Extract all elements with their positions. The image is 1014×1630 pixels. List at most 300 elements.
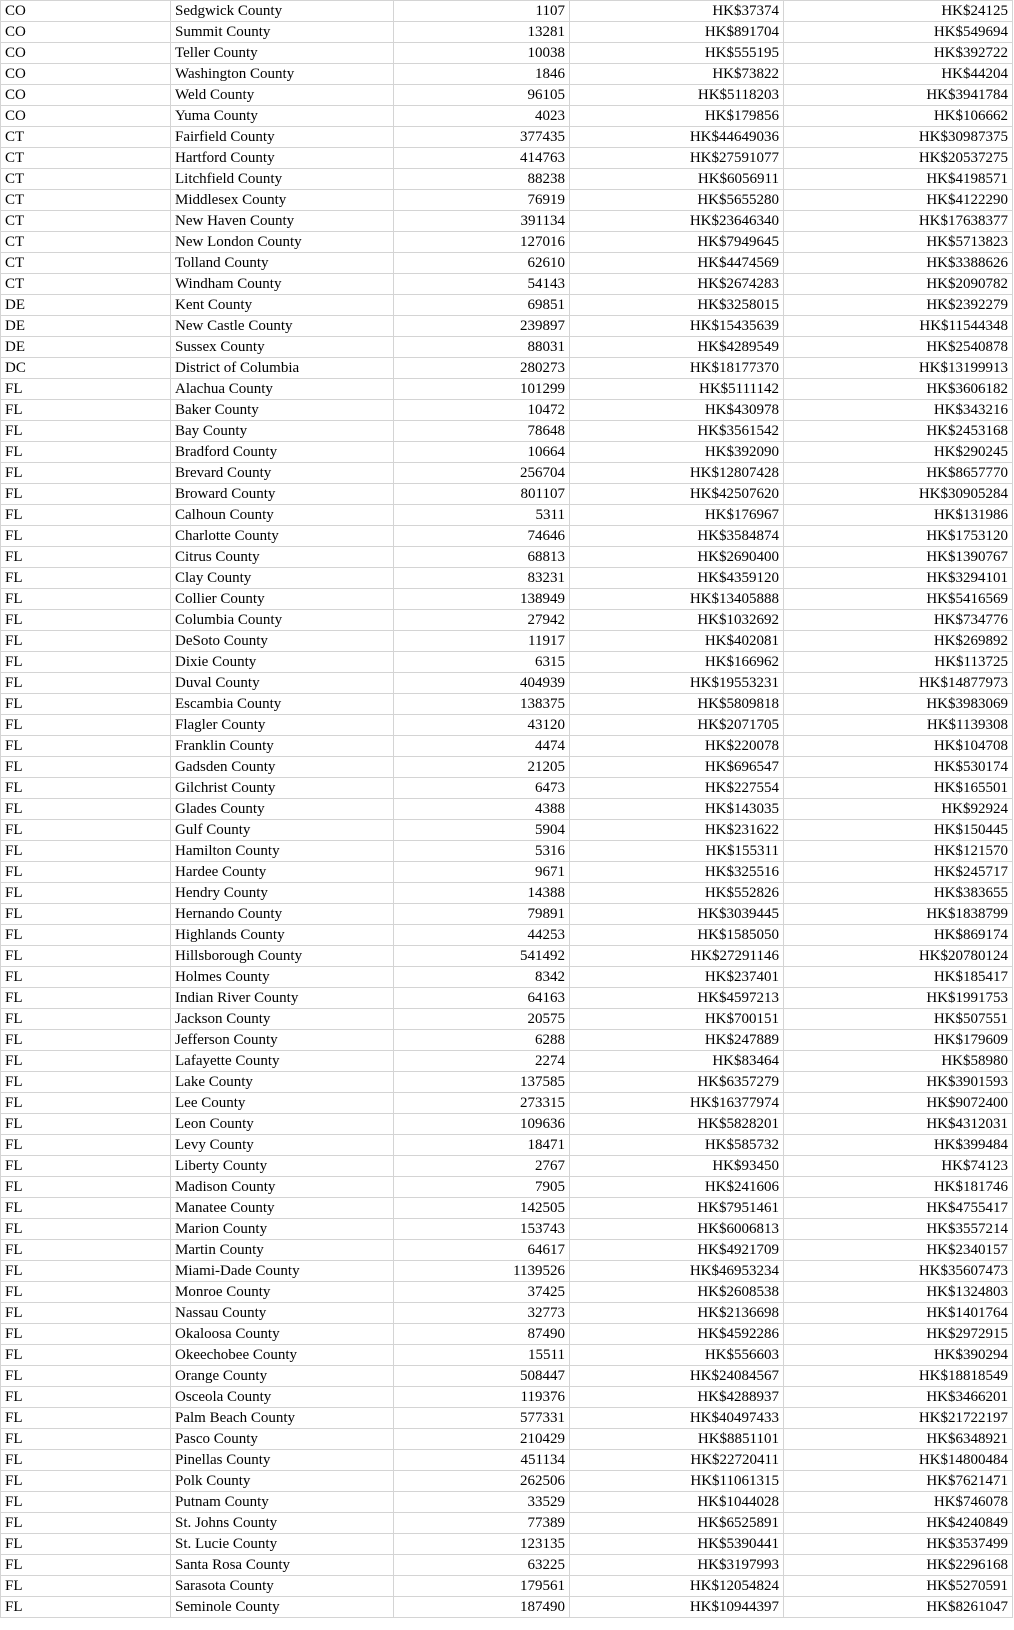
amount-a-cell[interactable]: HK$430978: [570, 400, 784, 421]
state-cell[interactable]: FL: [1, 799, 171, 820]
state-cell[interactable]: DE: [1, 295, 171, 316]
county-cell[interactable]: Santa Rosa County: [171, 1555, 394, 1576]
amount-a-cell[interactable]: HK$5809818: [570, 694, 784, 715]
state-cell[interactable]: FL: [1, 1492, 171, 1513]
county-cell[interactable]: Madison County: [171, 1177, 394, 1198]
state-cell[interactable]: FL: [1, 1597, 171, 1618]
state-cell[interactable]: CT: [1, 148, 171, 169]
population-cell[interactable]: 414763: [394, 148, 570, 169]
population-cell[interactable]: 77389: [394, 1513, 570, 1534]
state-cell[interactable]: FL: [1, 1366, 171, 1387]
county-cell[interactable]: St. Lucie County: [171, 1534, 394, 1555]
county-cell[interactable]: Holmes County: [171, 967, 394, 988]
amount-a-cell[interactable]: HK$237401: [570, 967, 784, 988]
state-cell[interactable]: FL: [1, 379, 171, 400]
amount-a-cell[interactable]: HK$696547: [570, 757, 784, 778]
county-cell[interactable]: Pasco County: [171, 1429, 394, 1450]
county-cell[interactable]: Indian River County: [171, 988, 394, 1009]
amount-a-cell[interactable]: HK$2071705: [570, 715, 784, 736]
amount-b-cell[interactable]: HK$18818549: [784, 1366, 1013, 1387]
state-cell[interactable]: FL: [1, 1471, 171, 1492]
amount-b-cell[interactable]: HK$2340157: [784, 1240, 1013, 1261]
county-cell[interactable]: Orange County: [171, 1366, 394, 1387]
county-cell[interactable]: Miami-Dade County: [171, 1261, 394, 1282]
amount-a-cell[interactable]: HK$15435639: [570, 316, 784, 337]
population-cell[interactable]: 577331: [394, 1408, 570, 1429]
county-cell[interactable]: Dixie County: [171, 652, 394, 673]
county-cell[interactable]: Broward County: [171, 484, 394, 505]
amount-a-cell[interactable]: HK$1585050: [570, 925, 784, 946]
county-cell[interactable]: Highlands County: [171, 925, 394, 946]
population-cell[interactable]: 451134: [394, 1450, 570, 1471]
state-cell[interactable]: FL: [1, 568, 171, 589]
amount-b-cell[interactable]: HK$269892: [784, 631, 1013, 652]
population-cell[interactable]: 83231: [394, 568, 570, 589]
amount-b-cell[interactable]: HK$2392279: [784, 295, 1013, 316]
county-cell[interactable]: Monroe County: [171, 1282, 394, 1303]
amount-a-cell[interactable]: HK$2674283: [570, 274, 784, 295]
amount-a-cell[interactable]: HK$155311: [570, 841, 784, 862]
amount-a-cell[interactable]: HK$241606: [570, 1177, 784, 1198]
population-cell[interactable]: 37425: [394, 1282, 570, 1303]
county-cell[interactable]: Jefferson County: [171, 1030, 394, 1051]
state-cell[interactable]: FL: [1, 736, 171, 757]
population-cell[interactable]: 20575: [394, 1009, 570, 1030]
county-cell[interactable]: Bay County: [171, 421, 394, 442]
population-cell[interactable]: 14388: [394, 883, 570, 904]
amount-b-cell[interactable]: HK$3941784: [784, 85, 1013, 106]
state-cell[interactable]: FL: [1, 484, 171, 505]
state-cell[interactable]: CT: [1, 274, 171, 295]
amount-b-cell[interactable]: HK$181746: [784, 1177, 1013, 1198]
population-cell[interactable]: 74646: [394, 526, 570, 547]
amount-a-cell[interactable]: HK$227554: [570, 778, 784, 799]
population-cell[interactable]: 262506: [394, 1471, 570, 1492]
population-cell[interactable]: 5311: [394, 505, 570, 526]
amount-b-cell[interactable]: HK$3983069: [784, 694, 1013, 715]
amount-a-cell[interactable]: HK$16377974: [570, 1093, 784, 1114]
state-cell[interactable]: FL: [1, 505, 171, 526]
county-cell[interactable]: Lee County: [171, 1093, 394, 1114]
population-cell[interactable]: 27942: [394, 610, 570, 631]
amount-b-cell[interactable]: HK$1991753: [784, 988, 1013, 1009]
amount-a-cell[interactable]: HK$3039445: [570, 904, 784, 925]
amount-b-cell[interactable]: HK$2972915: [784, 1324, 1013, 1345]
amount-a-cell[interactable]: HK$700151: [570, 1009, 784, 1030]
population-cell[interactable]: 4474: [394, 736, 570, 757]
population-cell[interactable]: 54143: [394, 274, 570, 295]
county-cell[interactable]: Leon County: [171, 1114, 394, 1135]
amount-b-cell[interactable]: HK$104708: [784, 736, 1013, 757]
amount-a-cell[interactable]: HK$4597213: [570, 988, 784, 1009]
amount-b-cell[interactable]: HK$5713823: [784, 232, 1013, 253]
amount-b-cell[interactable]: HK$2296168: [784, 1555, 1013, 1576]
amount-a-cell[interactable]: HK$176967: [570, 505, 784, 526]
county-cell[interactable]: District of Columbia: [171, 358, 394, 379]
amount-b-cell[interactable]: HK$11544348: [784, 316, 1013, 337]
amount-a-cell[interactable]: HK$5118203: [570, 85, 784, 106]
population-cell[interactable]: 138949: [394, 589, 570, 610]
amount-b-cell[interactable]: HK$4312031: [784, 1114, 1013, 1135]
population-cell[interactable]: 18471: [394, 1135, 570, 1156]
county-cell[interactable]: Marion County: [171, 1219, 394, 1240]
county-cell[interactable]: Okaloosa County: [171, 1324, 394, 1345]
amount-a-cell[interactable]: HK$891704: [570, 22, 784, 43]
population-cell[interactable]: 4388: [394, 799, 570, 820]
amount-a-cell[interactable]: HK$2136698: [570, 1303, 784, 1324]
amount-b-cell[interactable]: HK$1401764: [784, 1303, 1013, 1324]
amount-a-cell[interactable]: HK$12054824: [570, 1576, 784, 1597]
population-cell[interactable]: 5316: [394, 841, 570, 862]
county-cell[interactable]: Lake County: [171, 1072, 394, 1093]
population-cell[interactable]: 78648: [394, 421, 570, 442]
state-cell[interactable]: FL: [1, 1261, 171, 1282]
population-cell[interactable]: 68813: [394, 547, 570, 568]
amount-b-cell[interactable]: HK$74123: [784, 1156, 1013, 1177]
amount-b-cell[interactable]: HK$3557214: [784, 1219, 1013, 1240]
amount-a-cell[interactable]: HK$18177370: [570, 358, 784, 379]
county-cell[interactable]: Flagler County: [171, 715, 394, 736]
county-cell[interactable]: Teller County: [171, 43, 394, 64]
amount-a-cell[interactable]: HK$23646340: [570, 211, 784, 232]
state-cell[interactable]: CO: [1, 106, 171, 127]
population-cell[interactable]: 2274: [394, 1051, 570, 1072]
population-cell[interactable]: 44253: [394, 925, 570, 946]
population-cell[interactable]: 33529: [394, 1492, 570, 1513]
state-cell[interactable]: FL: [1, 421, 171, 442]
amount-a-cell[interactable]: HK$4289549: [570, 337, 784, 358]
amount-b-cell[interactable]: HK$4240849: [784, 1513, 1013, 1534]
amount-a-cell[interactable]: HK$4921709: [570, 1240, 784, 1261]
county-cell[interactable]: Escambia County: [171, 694, 394, 715]
amount-b-cell[interactable]: HK$5270591: [784, 1576, 1013, 1597]
county-cell[interactable]: Brevard County: [171, 463, 394, 484]
population-cell[interactable]: 256704: [394, 463, 570, 484]
population-cell[interactable]: 63225: [394, 1555, 570, 1576]
state-cell[interactable]: CT: [1, 127, 171, 148]
population-cell[interactable]: 109636: [394, 1114, 570, 1135]
amount-a-cell[interactable]: HK$6357279: [570, 1072, 784, 1093]
amount-b-cell[interactable]: HK$14877973: [784, 673, 1013, 694]
amount-a-cell[interactable]: HK$22720411: [570, 1450, 784, 1471]
amount-b-cell[interactable]: HK$92924: [784, 799, 1013, 820]
county-cell[interactable]: Sussex County: [171, 337, 394, 358]
state-cell[interactable]: FL: [1, 1345, 171, 1366]
amount-a-cell[interactable]: HK$585732: [570, 1135, 784, 1156]
amount-b-cell[interactable]: HK$3901593: [784, 1072, 1013, 1093]
amount-b-cell[interactable]: HK$21722197: [784, 1408, 1013, 1429]
county-cell[interactable]: Duval County: [171, 673, 394, 694]
amount-b-cell[interactable]: HK$20780124: [784, 946, 1013, 967]
county-cell[interactable]: Gulf County: [171, 820, 394, 841]
county-cell[interactable]: Charlotte County: [171, 526, 394, 547]
amount-b-cell[interactable]: HK$20537275: [784, 148, 1013, 169]
state-cell[interactable]: CO: [1, 22, 171, 43]
state-cell[interactable]: FL: [1, 1513, 171, 1534]
county-cell[interactable]: Nassau County: [171, 1303, 394, 1324]
county-cell[interactable]: Tolland County: [171, 253, 394, 274]
amount-b-cell[interactable]: HK$734776: [784, 610, 1013, 631]
state-cell[interactable]: FL: [1, 610, 171, 631]
county-cell[interactable]: Gilchrist County: [171, 778, 394, 799]
county-cell[interactable]: Sarasota County: [171, 1576, 394, 1597]
amount-a-cell[interactable]: HK$83464: [570, 1051, 784, 1072]
population-cell[interactable]: 11917: [394, 631, 570, 652]
population-cell[interactable]: 10664: [394, 442, 570, 463]
amount-b-cell[interactable]: HK$165501: [784, 778, 1013, 799]
state-cell[interactable]: FL: [1, 1030, 171, 1051]
population-cell[interactable]: 88238: [394, 169, 570, 190]
population-cell[interactable]: 377435: [394, 127, 570, 148]
amount-b-cell[interactable]: HK$30987375: [784, 127, 1013, 148]
state-cell[interactable]: FL: [1, 442, 171, 463]
population-cell[interactable]: 179561: [394, 1576, 570, 1597]
amount-b-cell[interactable]: HK$30905284: [784, 484, 1013, 505]
amount-a-cell[interactable]: HK$5828201: [570, 1114, 784, 1135]
population-cell[interactable]: 15511: [394, 1345, 570, 1366]
county-cell[interactable]: Glades County: [171, 799, 394, 820]
population-cell[interactable]: 69851: [394, 295, 570, 316]
amount-a-cell[interactable]: HK$5390441: [570, 1534, 784, 1555]
state-cell[interactable]: CT: [1, 253, 171, 274]
state-cell[interactable]: FL: [1, 757, 171, 778]
amount-b-cell[interactable]: HK$3606182: [784, 379, 1013, 400]
county-cell[interactable]: DeSoto County: [171, 631, 394, 652]
amount-a-cell[interactable]: HK$1044028: [570, 1492, 784, 1513]
amount-a-cell[interactable]: HK$40497433: [570, 1408, 784, 1429]
county-cell[interactable]: Palm Beach County: [171, 1408, 394, 1429]
amount-b-cell[interactable]: HK$1324803: [784, 1282, 1013, 1303]
amount-b-cell[interactable]: HK$13199913: [784, 358, 1013, 379]
state-cell[interactable]: FL: [1, 1282, 171, 1303]
state-cell[interactable]: FL: [1, 1156, 171, 1177]
population-cell[interactable]: 6288: [394, 1030, 570, 1051]
amount-b-cell[interactable]: HK$1139308: [784, 715, 1013, 736]
population-cell[interactable]: 239897: [394, 316, 570, 337]
amount-a-cell[interactable]: HK$27591077: [570, 148, 784, 169]
state-cell[interactable]: FL: [1, 841, 171, 862]
county-cell[interactable]: Hillsborough County: [171, 946, 394, 967]
amount-b-cell[interactable]: HK$1390767: [784, 547, 1013, 568]
population-cell[interactable]: 7905: [394, 1177, 570, 1198]
county-cell[interactable]: Summit County: [171, 22, 394, 43]
amount-a-cell[interactable]: HK$11061315: [570, 1471, 784, 1492]
amount-b-cell[interactable]: HK$7621471: [784, 1471, 1013, 1492]
state-cell[interactable]: FL: [1, 400, 171, 421]
amount-a-cell[interactable]: HK$392090: [570, 442, 784, 463]
county-cell[interactable]: Kent County: [171, 295, 394, 316]
amount-b-cell[interactable]: HK$35607473: [784, 1261, 1013, 1282]
state-cell[interactable]: FL: [1, 946, 171, 967]
county-cell[interactable]: Putnam County: [171, 1492, 394, 1513]
amount-a-cell[interactable]: HK$3584874: [570, 526, 784, 547]
state-cell[interactable]: FL: [1, 967, 171, 988]
county-cell[interactable]: Pinellas County: [171, 1450, 394, 1471]
amount-b-cell[interactable]: HK$121570: [784, 841, 1013, 862]
population-cell[interactable]: 64163: [394, 988, 570, 1009]
amount-b-cell[interactable]: HK$1753120: [784, 526, 1013, 547]
amount-b-cell[interactable]: HK$3537499: [784, 1534, 1013, 1555]
population-cell[interactable]: 76919: [394, 190, 570, 211]
county-cell[interactable]: Collier County: [171, 589, 394, 610]
amount-b-cell[interactable]: HK$58980: [784, 1051, 1013, 1072]
amount-a-cell[interactable]: HK$46953234: [570, 1261, 784, 1282]
state-cell[interactable]: FL: [1, 589, 171, 610]
amount-a-cell[interactable]: HK$4474569: [570, 253, 784, 274]
population-cell[interactable]: 8342: [394, 967, 570, 988]
amount-a-cell[interactable]: HK$556603: [570, 1345, 784, 1366]
state-cell[interactable]: FL: [1, 1051, 171, 1072]
county-cell[interactable]: New Castle County: [171, 316, 394, 337]
county-cell[interactable]: St. Johns County: [171, 1513, 394, 1534]
state-cell[interactable]: FL: [1, 1387, 171, 1408]
amount-b-cell[interactable]: HK$14800484: [784, 1450, 1013, 1471]
population-cell[interactable]: 4023: [394, 106, 570, 127]
county-cell[interactable]: Yuma County: [171, 106, 394, 127]
amount-a-cell[interactable]: HK$6525891: [570, 1513, 784, 1534]
county-cell[interactable]: Okeechobee County: [171, 1345, 394, 1366]
county-cell[interactable]: Hardee County: [171, 862, 394, 883]
amount-b-cell[interactable]: HK$9072400: [784, 1093, 1013, 1114]
county-cell[interactable]: Windham County: [171, 274, 394, 295]
state-cell[interactable]: FL: [1, 925, 171, 946]
amount-a-cell[interactable]: HK$325516: [570, 862, 784, 883]
state-cell[interactable]: CT: [1, 190, 171, 211]
amount-a-cell[interactable]: HK$4359120: [570, 568, 784, 589]
population-cell[interactable]: 153743: [394, 1219, 570, 1240]
amount-a-cell[interactable]: HK$402081: [570, 631, 784, 652]
county-cell[interactable]: Gadsden County: [171, 757, 394, 778]
county-cell[interactable]: Polk County: [171, 1471, 394, 1492]
state-cell[interactable]: FL: [1, 862, 171, 883]
amount-a-cell[interactable]: HK$8851101: [570, 1429, 784, 1450]
amount-b-cell[interactable]: HK$185417: [784, 967, 1013, 988]
amount-b-cell[interactable]: HK$3388626: [784, 253, 1013, 274]
state-cell[interactable]: FL: [1, 631, 171, 652]
county-cell[interactable]: Osceola County: [171, 1387, 394, 1408]
state-cell[interactable]: FL: [1, 1303, 171, 1324]
population-cell[interactable]: 280273: [394, 358, 570, 379]
population-cell[interactable]: 391134: [394, 211, 570, 232]
amount-a-cell[interactable]: HK$220078: [570, 736, 784, 757]
county-cell[interactable]: Alachua County: [171, 379, 394, 400]
amount-a-cell[interactable]: HK$5655280: [570, 190, 784, 211]
state-cell[interactable]: FL: [1, 1240, 171, 1261]
state-cell[interactable]: FL: [1, 694, 171, 715]
amount-a-cell[interactable]: HK$7951461: [570, 1198, 784, 1219]
amount-b-cell[interactable]: HK$1838799: [784, 904, 1013, 925]
county-cell[interactable]: New London County: [171, 232, 394, 253]
amount-a-cell[interactable]: HK$6056911: [570, 169, 784, 190]
state-cell[interactable]: DE: [1, 316, 171, 337]
county-cell[interactable]: Franklin County: [171, 736, 394, 757]
amount-b-cell[interactable]: HK$399484: [784, 1135, 1013, 1156]
population-cell[interactable]: 64617: [394, 1240, 570, 1261]
amount-b-cell[interactable]: HK$3294101: [784, 568, 1013, 589]
amount-b-cell[interactable]: HK$3466201: [784, 1387, 1013, 1408]
state-cell[interactable]: FL: [1, 904, 171, 925]
amount-b-cell[interactable]: HK$392722: [784, 43, 1013, 64]
state-cell[interactable]: FL: [1, 715, 171, 736]
amount-a-cell[interactable]: HK$4288937: [570, 1387, 784, 1408]
population-cell[interactable]: 13281: [394, 22, 570, 43]
population-cell[interactable]: 6473: [394, 778, 570, 799]
population-cell[interactable]: 404939: [394, 673, 570, 694]
state-cell[interactable]: FL: [1, 778, 171, 799]
state-cell[interactable]: FL: [1, 883, 171, 904]
amount-a-cell[interactable]: HK$44649036: [570, 127, 784, 148]
amount-a-cell[interactable]: HK$12807428: [570, 463, 784, 484]
county-cell[interactable]: Liberty County: [171, 1156, 394, 1177]
county-cell[interactable]: Jackson County: [171, 1009, 394, 1030]
amount-b-cell[interactable]: HK$2540878: [784, 337, 1013, 358]
county-cell[interactable]: Columbia County: [171, 610, 394, 631]
amount-b-cell[interactable]: HK$530174: [784, 757, 1013, 778]
amount-b-cell[interactable]: HK$343216: [784, 400, 1013, 421]
county-cell[interactable]: Weld County: [171, 85, 394, 106]
amount-a-cell[interactable]: HK$3197993: [570, 1555, 784, 1576]
amount-b-cell[interactable]: HK$390294: [784, 1345, 1013, 1366]
population-cell[interactable]: 210429: [394, 1429, 570, 1450]
state-cell[interactable]: DE: [1, 337, 171, 358]
amount-a-cell[interactable]: HK$93450: [570, 1156, 784, 1177]
county-cell[interactable]: Hartford County: [171, 148, 394, 169]
county-cell[interactable]: Hendry County: [171, 883, 394, 904]
amount-b-cell[interactable]: HK$4755417: [784, 1198, 1013, 1219]
amount-b-cell[interactable]: HK$8657770: [784, 463, 1013, 484]
county-cell[interactable]: Fairfield County: [171, 127, 394, 148]
amount-a-cell[interactable]: HK$73822: [570, 64, 784, 85]
state-cell[interactable]: CT: [1, 211, 171, 232]
amount-a-cell[interactable]: HK$6006813: [570, 1219, 784, 1240]
population-cell[interactable]: 32773: [394, 1303, 570, 1324]
county-cell[interactable]: Baker County: [171, 400, 394, 421]
population-cell[interactable]: 1139526: [394, 1261, 570, 1282]
amount-a-cell[interactable]: HK$3258015: [570, 295, 784, 316]
population-cell[interactable]: 2767: [394, 1156, 570, 1177]
population-cell[interactable]: 10038: [394, 43, 570, 64]
amount-b-cell[interactable]: HK$2453168: [784, 421, 1013, 442]
amount-b-cell[interactable]: HK$4198571: [784, 169, 1013, 190]
amount-a-cell[interactable]: HK$7949645: [570, 232, 784, 253]
amount-a-cell[interactable]: HK$179856: [570, 106, 784, 127]
amount-a-cell[interactable]: HK$143035: [570, 799, 784, 820]
amount-b-cell[interactable]: HK$549694: [784, 22, 1013, 43]
population-cell[interactable]: 508447: [394, 1366, 570, 1387]
county-cell[interactable]: Lafayette County: [171, 1051, 394, 1072]
county-cell[interactable]: Bradford County: [171, 442, 394, 463]
county-cell[interactable]: Hamilton County: [171, 841, 394, 862]
county-cell[interactable]: Seminole County: [171, 1597, 394, 1618]
population-cell[interactable]: 138375: [394, 694, 570, 715]
amount-a-cell[interactable]: HK$2608538: [570, 1282, 784, 1303]
amount-b-cell[interactable]: HK$383655: [784, 883, 1013, 904]
state-cell[interactable]: FL: [1, 1576, 171, 1597]
state-cell[interactable]: FL: [1, 1114, 171, 1135]
population-cell[interactable]: 43120: [394, 715, 570, 736]
county-cell[interactable]: Manatee County: [171, 1198, 394, 1219]
population-cell[interactable]: 273315: [394, 1093, 570, 1114]
amount-a-cell[interactable]: HK$24084567: [570, 1366, 784, 1387]
amount-a-cell[interactable]: HK$37374: [570, 1, 784, 22]
amount-b-cell[interactable]: HK$24125: [784, 1, 1013, 22]
population-cell[interactable]: 123135: [394, 1534, 570, 1555]
state-cell[interactable]: FL: [1, 1324, 171, 1345]
state-cell[interactable]: FL: [1, 820, 171, 841]
population-cell[interactable]: 127016: [394, 232, 570, 253]
amount-a-cell[interactable]: HK$19553231: [570, 673, 784, 694]
amount-a-cell[interactable]: HK$13405888: [570, 589, 784, 610]
